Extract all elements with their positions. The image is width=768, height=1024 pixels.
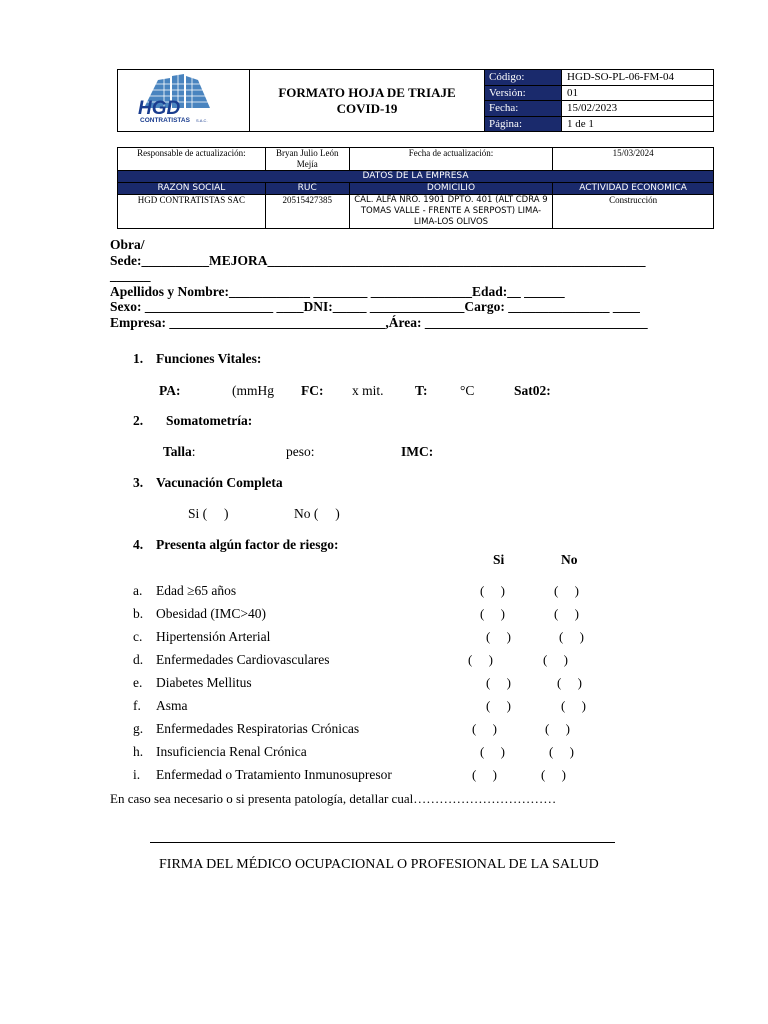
risk-factor-label: Asma [156, 698, 188, 713]
risk-factor-si-checkbox[interactable]: ( ) [486, 698, 511, 713]
signature-label: FIRMA DEL MÉDICO OCUPACIONAL O PROFESIONAL DE LA SALUD [159, 857, 599, 872]
document-title [250, 70, 485, 131]
meta-value: 15/02/2023 [567, 102, 618, 115]
column-no-header: No [561, 552, 578, 567]
detail-instruction[interactable]: En caso sea necesario o si presenta patología, detallar cual…………………………… [110, 791, 557, 806]
vacunacion-no-option[interactable]: No ( ) [294, 506, 340, 521]
document-header [117, 69, 714, 132]
t-label: T: [415, 383, 428, 398]
meta-key: Página: [485, 117, 562, 132]
section-1-title: Funciones Vitales: [156, 351, 262, 366]
obra-label: Obra/ [110, 237, 145, 252]
nombre-edad-field[interactable]: Apellidos y Nombre:____________ ________ _______________Edad:__ ______ [110, 284, 565, 299]
risk-factor-si-checkbox[interactable]: ( ) [486, 675, 511, 690]
company-table [117, 147, 714, 229]
section-3-number: 3. [133, 475, 144, 490]
talla-label [163, 444, 196, 460]
risk-factor-no-checkbox[interactable]: ( ) [554, 606, 579, 621]
logo-subtext: CONTRATISTAS [140, 117, 190, 124]
section-3-title: Vacunación Completa [156, 475, 283, 490]
logo-tag: S.A.C. [196, 118, 208, 123]
risk-factor-letter: a. [133, 583, 143, 598]
section-2-title: Somatometría: [166, 413, 253, 428]
risk-factor-si-checkbox[interactable]: ( ) [480, 744, 505, 759]
risk-factor-no-checkbox[interactable]: ( ) [543, 652, 568, 667]
column-header: ACTIVIDAD ECONOMICA [553, 183, 714, 195]
meta-value: 01 [567, 86, 578, 99]
responsable-label: Responsable de actualización: [118, 148, 266, 171]
table-cell: HGD CONTRATISTAS SAC [118, 195, 266, 229]
meta-key: Código: [485, 70, 562, 85]
risk-factor-no-checkbox[interactable]: ( ) [557, 675, 582, 690]
table-row [118, 195, 714, 229]
empresa-area-field[interactable]: Empresa: ________________________________,Área: _________________________________ [110, 315, 648, 330]
column-header: RUC [265, 183, 349, 195]
risk-factor-label: Edad ≥65 años [156, 583, 237, 598]
band-title: DATOS DE LA EMPRESA [118, 171, 714, 183]
risk-factor-letter: i. [133, 767, 141, 782]
risk-factor-si-checkbox[interactable]: ( ) [472, 767, 497, 782]
meta-key: Versión: [485, 86, 562, 101]
sede-field[interactable]: Sede:__________MEJORA________________________________________________________ [110, 253, 646, 268]
building-logo-icon [118, 70, 250, 131]
title-line-1: FORMATO HOJA DE TRIAJE [278, 84, 456, 100]
column-si-header: Si [493, 552, 505, 567]
risk-factor-label: Diabetes Mellitus [156, 675, 252, 690]
title-line-2: COVID-19 [336, 100, 398, 116]
meta-key: Fecha: [485, 101, 562, 116]
risk-factor-si-checkbox[interactable]: ( ) [468, 652, 493, 667]
risk-factor-label: Insuficiencia Renal Crónica [156, 744, 307, 759]
meta-row-version [485, 86, 713, 102]
sat-label: Sat02: [514, 383, 551, 398]
meta-row-pagina [485, 117, 713, 132]
table-cell: 20515427385 [265, 195, 349, 229]
blank-line: ______ [110, 268, 151, 283]
risk-factor-label: Hipertensión Arterial [156, 629, 271, 644]
document-meta [485, 70, 713, 131]
risk-factor-letter: c. [133, 629, 143, 644]
mmhg-unit: (mmHg [232, 383, 274, 398]
fc-label: FC: [301, 383, 324, 398]
company-logo [118, 70, 250, 131]
signature-line[interactable] [150, 842, 615, 843]
meta-value: HGD-SO-PL-06-FM-04 [567, 71, 674, 84]
celsius-unit: °C [460, 383, 475, 398]
section-4-number: 4. [133, 537, 144, 552]
risk-factor-si-checkbox[interactable]: ( ) [472, 721, 497, 736]
section-1-number: 1. [133, 351, 144, 366]
xmit-unit: x mit. [352, 383, 384, 398]
risk-factor-no-checkbox[interactable]: ( ) [541, 767, 566, 782]
risk-factor-si-checkbox[interactable]: ( ) [486, 629, 511, 644]
band-title-row [118, 171, 714, 183]
talla-text: Talla [163, 444, 192, 459]
risk-factor-label: Obesidad (IMC>40) [156, 606, 266, 621]
risk-factor-si-checkbox[interactable]: ( ) [480, 606, 505, 621]
table-cell: Construcción [553, 195, 714, 229]
meta-row-fecha [485, 101, 713, 117]
risk-factor-no-checkbox[interactable]: ( ) [561, 698, 586, 713]
risk-factor-no-checkbox[interactable]: ( ) [545, 721, 570, 736]
risk-factor-letter: g. [133, 721, 144, 736]
risk-factor-label: Enfermedades Respiratorias Crónicas [156, 721, 360, 736]
fecha-value: 15/03/2024 [553, 148, 714, 171]
update-row [118, 148, 714, 171]
column-header: DOMICILIO [349, 183, 553, 195]
talla-colon: : [191, 444, 196, 459]
risk-factor-si-checkbox[interactable]: ( ) [480, 583, 505, 598]
sexo-dni-cargo-field[interactable]: Sexo: ___________________ ____DNI:_____ ______________Cargo: _______________ ____ [110, 299, 640, 314]
risk-factor-letter: b. [133, 606, 144, 621]
logo-text: HGD [138, 98, 181, 119]
pa-label: PA: [159, 383, 181, 398]
risk-factor-no-checkbox[interactable]: ( ) [549, 744, 574, 759]
column-header: RAZON SOCIAL [118, 183, 266, 195]
risk-factor-letter: d. [133, 652, 144, 667]
section-2-number: 2. [133, 413, 144, 428]
risk-factor-no-checkbox[interactable]: ( ) [554, 583, 579, 598]
vacunacion-si-option[interactable]: Si ( ) [188, 506, 229, 521]
risk-factor-label: Enfermedades Cardiovasculares [156, 652, 330, 667]
fecha-label: Fecha de actualización: [349, 148, 553, 171]
risk-factor-no-checkbox[interactable]: ( ) [559, 629, 584, 644]
responsable-value: Bryan Julio León Mejía [265, 148, 349, 171]
meta-value: 1 de 1 [567, 117, 594, 130]
column-header-row [118, 183, 714, 195]
imc-label: IMC: [401, 444, 434, 459]
risk-factor-label: Enfermedad o Tratamiento Inmunosupresor [156, 767, 392, 782]
peso-label: peso: [286, 444, 315, 459]
section-4-title: Presenta algún factor de riesgo: [156, 537, 339, 552]
table-cell: CAL. ALFA NRO. 1901 DPTO. 401 (ALT CDRA 9 TOMAS VALLE - FRENTE A SERPOST) LIMA-LIMA-LOS OLIVOS [349, 195, 553, 229]
risk-factor-letter: h. [133, 744, 144, 759]
risk-factor-letter: e. [133, 675, 143, 690]
risk-factor-letter: f. [133, 698, 141, 713]
meta-row-codigo [485, 70, 713, 86]
